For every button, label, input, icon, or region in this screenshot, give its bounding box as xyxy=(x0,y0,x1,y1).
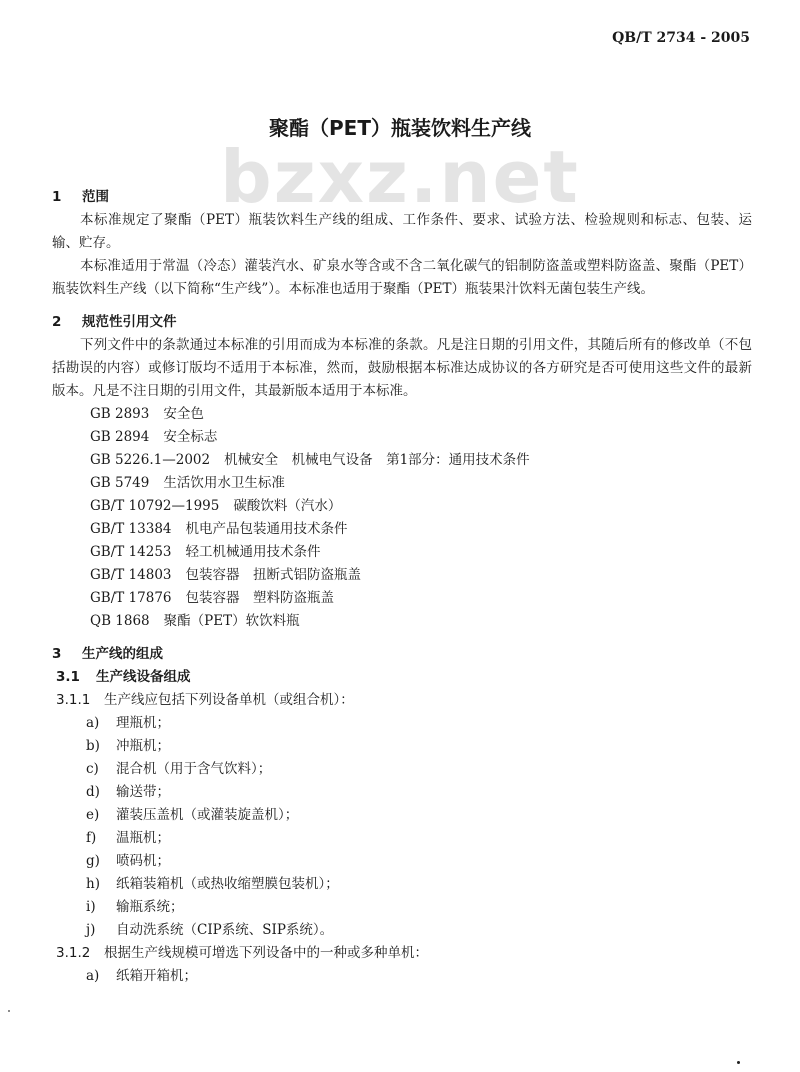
section-heading xyxy=(52,643,752,666)
list-item-label: g) xyxy=(86,853,100,869)
subsection-title: 生产线设备组成 xyxy=(96,669,191,685)
list-item xyxy=(52,919,752,942)
subsection-number: 3.1 xyxy=(56,669,80,685)
subsection-heading xyxy=(56,666,752,689)
list-item xyxy=(52,896,752,919)
page-mark xyxy=(737,1061,740,1064)
reference-item xyxy=(52,518,752,541)
reference-code: GB 2894 xyxy=(90,429,150,445)
list-item-text: 灌装压盖机（或灌装旋盖机）； xyxy=(116,807,299,823)
optional-equipment-list xyxy=(52,965,752,988)
reference-code: QB 1868 xyxy=(90,613,150,629)
list-item xyxy=(52,781,752,804)
list-item-text: 输送带； xyxy=(116,784,170,800)
list-item xyxy=(52,827,752,850)
list-item-label: a) xyxy=(86,968,100,984)
paragraph: 本标准规定了聚酯（PET）瓶装饮料生产线的组成、工作条件、要求、试验方法、检验规则和标志、包装、运输、贮存。 xyxy=(52,212,752,251)
section-title: 范围 xyxy=(82,189,109,205)
reference-list xyxy=(52,403,752,633)
list-item-text: 自动洗系统（CIP系统、SIP系统）。 xyxy=(116,922,334,938)
list-item xyxy=(52,850,752,873)
reference-item xyxy=(52,587,752,610)
list-item-label: a) xyxy=(86,715,100,731)
reference-item xyxy=(52,541,752,564)
reference-title: 安全标志 xyxy=(163,429,218,445)
reference-title: 碳酸饮料（汽水） xyxy=(233,498,342,514)
list-item-text: 温瓶机； xyxy=(116,830,170,846)
reference-title: 机电产品包装通用技术条件 xyxy=(185,521,348,537)
reference-item xyxy=(52,610,752,633)
reference-item xyxy=(52,449,752,472)
clause-number: 3.1.1 xyxy=(56,692,91,708)
list-item-label: d) xyxy=(86,784,100,800)
list-item xyxy=(52,873,752,896)
section-number: 2 xyxy=(52,314,62,330)
section-title: 生产线的组成 xyxy=(82,646,163,662)
clause xyxy=(56,689,752,712)
scan-speck xyxy=(8,1010,10,1012)
section-heading xyxy=(52,311,752,334)
list-item-label: b) xyxy=(86,738,100,754)
reference-title: 机械安全 机械电气设备 第1部分：通用技术条件 xyxy=(224,452,530,468)
list-item-text: 理瓶机； xyxy=(116,715,170,731)
document-title: 聚酯（PET）瓶装饮料生产线 xyxy=(269,116,531,140)
section-number: 1 xyxy=(52,189,62,205)
paragraph: 下列文件中的条款通过本标准的引用而成为本标准的条款。凡是注日期的引用文件，其随后所有的修改单（不包括勘误的内容）或修订版均不适用于本标准，然而，鼓励根据本标准达成协议的各方研究是否可使用这些文件的最新版本。凡是不注日期的引用文件，其最新版本适用于本标准。 xyxy=(52,337,752,399)
watermark: bzxz.net xyxy=(220,135,580,219)
section-heading xyxy=(52,186,752,209)
paragraph: 本标准适用于常温（冷态）灌装汽水、矿泉水等含或不含二氧化碳气的铝制防盗盖或塑料防盗盖、聚酯（PET）瓶装饮料生产线（以下简称“生产线”）。本标准也适用于聚酯（PET）瓶装果汁饮料无菌包装生产线。 xyxy=(52,258,752,297)
reference-code: GB/T 13384 xyxy=(90,521,172,537)
reference-code: GB/T 14803 xyxy=(90,567,172,583)
list-item-text: 混合机（用于含气饮料）； xyxy=(116,761,272,777)
reference-code: GB/T 10792—1995 xyxy=(90,498,220,514)
reference-title: 聚酯（PET）软饮料瓶 xyxy=(163,613,300,629)
list-item-label: c) xyxy=(86,761,99,777)
section-number: 3 xyxy=(52,646,62,662)
clause-text: 生产线应包括下列设备单机（或组合机）： xyxy=(104,692,354,708)
list-item-label: f) xyxy=(86,830,97,846)
reference-code: GB/T 14253 xyxy=(90,544,172,560)
reference-title: 安全色 xyxy=(163,406,204,422)
reference-code: GB 5226.1—2002 xyxy=(90,452,211,468)
list-item-label: e) xyxy=(86,807,100,823)
clause-text: 根据生产线规模可增选下列设备中的一种或多种单机： xyxy=(104,945,428,961)
reference-code: GB 2893 xyxy=(90,406,150,422)
clause-number: 3.1.2 xyxy=(56,945,91,961)
reference-title: 轻工机械通用技术条件 xyxy=(185,544,321,560)
list-item-text: 纸箱装箱机（或热收缩塑膜包装机）； xyxy=(116,876,339,892)
list-item xyxy=(52,804,752,827)
document-body xyxy=(52,186,752,988)
list-item-label: h) xyxy=(86,876,100,892)
reference-title: 生活饮用水卫生标准 xyxy=(163,475,285,491)
list-item xyxy=(52,712,752,735)
section-title: 规范性引用文件 xyxy=(82,314,177,330)
reference-code: GB 5749 xyxy=(90,475,150,491)
list-item-text: 输瓶系统； xyxy=(116,899,184,915)
standard-code: QB/T 2734 - 2005 xyxy=(612,30,750,46)
reference-title: 包装容器 塑料防盗瓶盖 xyxy=(185,590,334,606)
list-item-text: 冲瓶机； xyxy=(116,738,170,754)
reference-item xyxy=(52,495,752,518)
reference-item xyxy=(52,472,752,495)
list-item-label: i) xyxy=(86,899,96,915)
reference-item xyxy=(52,403,752,426)
reference-item xyxy=(52,426,752,449)
reference-title: 包装容器 扭断式铝防盗瓶盖 xyxy=(185,567,361,583)
list-item xyxy=(52,758,752,781)
reference-code: GB/T 17876 xyxy=(90,590,172,606)
reference-item xyxy=(52,564,752,587)
list-item xyxy=(52,965,752,988)
list-item-label: j) xyxy=(86,922,96,938)
list-item-text: 纸箱开箱机； xyxy=(116,968,197,984)
list-item xyxy=(52,735,752,758)
clause xyxy=(56,942,752,965)
list-item-text: 喷码机； xyxy=(116,853,170,869)
equipment-list xyxy=(52,712,752,942)
